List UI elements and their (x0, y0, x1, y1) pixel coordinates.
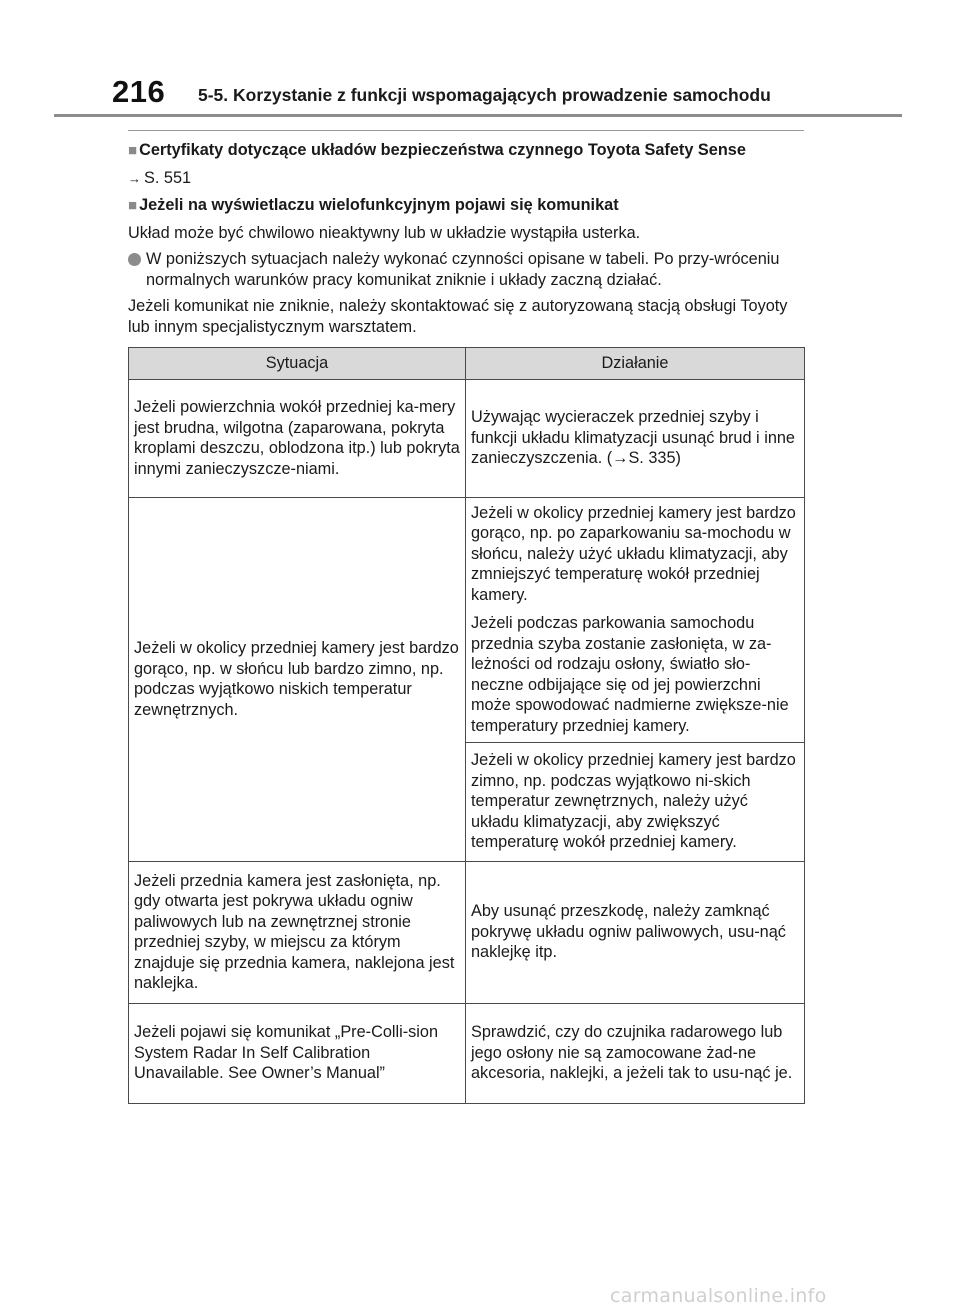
contact-text: Jeżeli komunikat nie zniknie, należy skontaktować się z autoryzowaną stacją obsługi Toyoty lub innym specjalistycznym warsztatem. (128, 297, 788, 336)
square-bullet-icon: ■ (128, 142, 138, 159)
cert-reference: → S. 551 (128, 168, 192, 187)
action-cell: Sprawdzić, czy do czujnika radarowego lub jego osłony nie są zamocowane żad-ne akcesoria, naklejki, a jeżeli tak to usu-nąć je. (466, 1004, 805, 1104)
section-divider (128, 130, 804, 131)
bullet-item (128, 249, 804, 290)
table-row (129, 380, 805, 498)
action-paragraph: Jeżeli w okolicy przedniej kamery jest bardzo gorąco, np. po zaparkowaniu sa-mochodu w słońcu, należy użyć układu klimatyzacji, aby zmniejszyć temperaturę wokół przedniej kamery. (471, 503, 796, 604)
header-action: Działanie (466, 348, 805, 380)
header-divider (54, 114, 902, 117)
situation-cell: Jeżeli powierzchnia wokół przedniej ka-mery jest brudna, wilgotna (zaparowana, pokryta kroplami deszczu, oblodzona itp.) lub pokryta innymi zanieczyszcze-niami. (129, 380, 466, 498)
watermark: carmanualsonline.info (610, 1285, 827, 1307)
bullet-text: W poniższych sytuacjach należy wykonać czynności opisane w tabeli. Po przy-wróceniu normalnych warunków pracy komunikat zniknie i układy zaczną działać. (146, 250, 780, 289)
table-row (129, 1004, 805, 1104)
situation-cell: Jeżeli przednia kamera jest zasłonięta, np. gdy otwarta jest pokrywa układu ogniw paliwowych lub na zewnętrznej stronie przedniej szyby, w miejscu za którym znajduje się przednia kamera, naklejona jest naklejka. (129, 862, 466, 1004)
action-paragraph: Jeżeli podczas parkowania samochodu przednia szyba zostanie zasłonięta, w za-leżności od rodzaju osłony, światło sło-neczne odbijające się od jej powierzchni może spowodować nadmierne zwiększe-nie temperatury przedniej kamery. (471, 614, 789, 735)
action-cell (466, 498, 805, 743)
table-header-row (129, 348, 805, 380)
message-text: Układ może być chwilowo nieaktywny lub w układzie wystąpiła usterka. (128, 223, 641, 242)
arrow-icon: → (128, 170, 141, 186)
header-situation: Sytuacja (129, 348, 466, 380)
action-cell: Jeżeli w okolicy przedniej kamery jest bardzo zimno, np. podczas wyjątkowo ni-skich temperatur zewnętrznych, należy użyć układu klimatyzacji, aby zwiększyć temperaturę wokół przedniej kamery. (466, 743, 805, 862)
round-bullet-icon (128, 253, 141, 266)
situation-table (128, 347, 805, 1104)
table-row (129, 862, 805, 1004)
cert-heading: ■ Certyfikaty dotyczące układów bezpieczeństwa czynnego Toyota Safety Sense (128, 141, 746, 159)
action-cell: Używając wycieraczek przedniej szyby i funkcji układu klimatyzacji usunąć brud i inne zanieczyszczenia. (→S. 335) (466, 380, 805, 498)
page-header (0, 0, 960, 118)
intro-content (128, 130, 804, 343)
table-row (129, 498, 805, 743)
action-cell: Aby usunąć przeszkodę, należy zamknąć pokrywę układu ogniw paliwowych, usu-nąć naklejkę itp. (466, 862, 805, 1004)
square-bullet-icon: ■ (128, 197, 138, 214)
situation-cell: Jeżeli w okolicy przedniej kamery jest bardzo gorąco, np. w słońcu lub bardzo zimno, np. podczas wyjątkowo niskich temperatur zewnętrznych. (129, 498, 466, 862)
chapter-title: 5-5. Korzystanie z funkcji wspomagających prowadzenie samochodu (198, 85, 771, 105)
page-number: 216 (112, 74, 166, 109)
message-heading: ■ Jeżeli na wyświetlaczu wielofunkcyjnym pojawi się komunikat (128, 196, 619, 214)
situation-cell: Jeżeli pojawi się komunikat „Pre-Colli-sion System Radar In Self Calibration Unavailable. See Owner’s Manual” (129, 1004, 466, 1104)
